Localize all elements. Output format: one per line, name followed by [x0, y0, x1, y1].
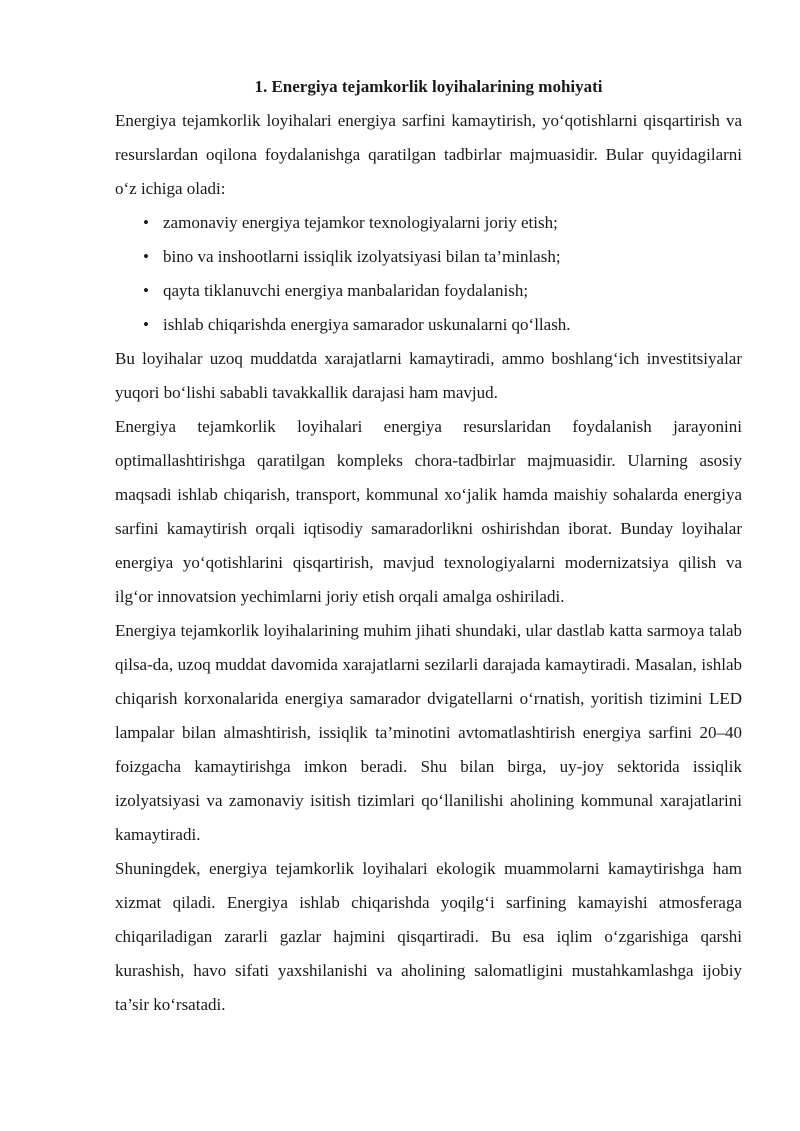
list-item-text: qayta tiklanuvchi energiya manbalaridan foydalanish;	[163, 281, 529, 300]
list-item	[115, 206, 742, 240]
document-body	[115, 70, 742, 1022]
section-title: 1. Energiya tejamkorlik loyihalarining mohiyati	[254, 77, 603, 96]
bullet-icon: •	[143, 213, 149, 232]
bullet-list	[115, 206, 742, 342]
bullet-icon: •	[143, 281, 149, 300]
list-item	[115, 308, 742, 342]
intro-paragraph: Energiya tejamkorlik loyihalari energiya sarfini kamaytirish, yo‘qotishlarni qisqartirish va resurslardan oqilona foydalanishga qaratilgan tadbirlar majmuasidir. Bular quyidagilarni o‘z ichiga oladi:	[115, 111, 742, 198]
body-paragraph: Energiya tejamkorlik loyihalari energiya resurslaridan foydalanish jarayonini optimallashtirishga qaratilgan kompleks chora-tadbirlar majmuasidir. Ularning asosiy maqsadi ishlab chiqarish, transport, kommunal xo‘jalik hamda maishiy sohalarda energiya sarfini kamaytirish orqali iqtisodiy samaradorlikni oshirishdan iborat. Bunday loyihalar energiya yo‘qotishlarini qisqartirish, mavjud texnologiyalarni modernizatsiya qilish va ilg‘or innovatsion yechimlarni joriy etish orqali amalga oshiriladi.	[115, 417, 742, 606]
body-paragraph: Bu loyihalar uzoq muddatda xarajatlarni kamaytiradi, ammo boshlang‘ich investitsiyalar yuqori bo‘lishi sababli tavakkallik darajasi ham mavjud.	[115, 349, 742, 402]
list-item-text: ishlab chiqarishda energiya samarador uskunalarni qo‘llash.	[163, 315, 571, 334]
list-item	[115, 274, 742, 308]
body-paragraph: Energiya tejamkorlik loyihalarining muhim jihati shundaki, ular dastlab katta sarmoya talab qilsa-da, uzoq muddat davomida xarajatlarni sezilarli darajada kamaytiradi. Masalan, ishlab chiqarish korxonalarida energiya samarador dvigatellarni o‘rnatish, yoritish tizimini LED lampalar bilan almashtirish, issiqlik ta’minotini avtomatlashtirish energiya sarfini 20–40 foizgacha kamaytirishga imkon beradi. Shu bilan birga, uy-joy sektorida issiqlik izolyatsiyasi va zamonaviy isitish tizimlari qo‘llanilishi aholining kommunal xarajatlarini kamaytiradi.	[115, 621, 742, 844]
list-item-text: zamonaviy energiya tejamkor texnologiyalarni joriy etish;	[163, 213, 558, 232]
list-item	[115, 240, 742, 274]
bullet-icon: •	[143, 247, 149, 266]
body-paragraph: Shuningdek, energiya tejamkorlik loyihalari ekologik muammolarni kamaytirishga ham xizmat qiladi. Energiya ishlab chiqarishda yoqilg‘i sarfining kamayishi atmosferaga chiqariladigan zararli gazlar hajmini qisqartiradi. Bu esa iqlim o‘zgarishiga qarshi kurashish, havo sifati yaxshilanishi va aholining salomatligini mustahkamlashga ijobiy ta’sir ko‘rsatadi.	[115, 859, 742, 1014]
bullet-icon: •	[143, 315, 149, 334]
list-item-text: bino va inshootlarni issiqlik izolyatsiyasi bilan ta’minlash;	[163, 247, 561, 266]
